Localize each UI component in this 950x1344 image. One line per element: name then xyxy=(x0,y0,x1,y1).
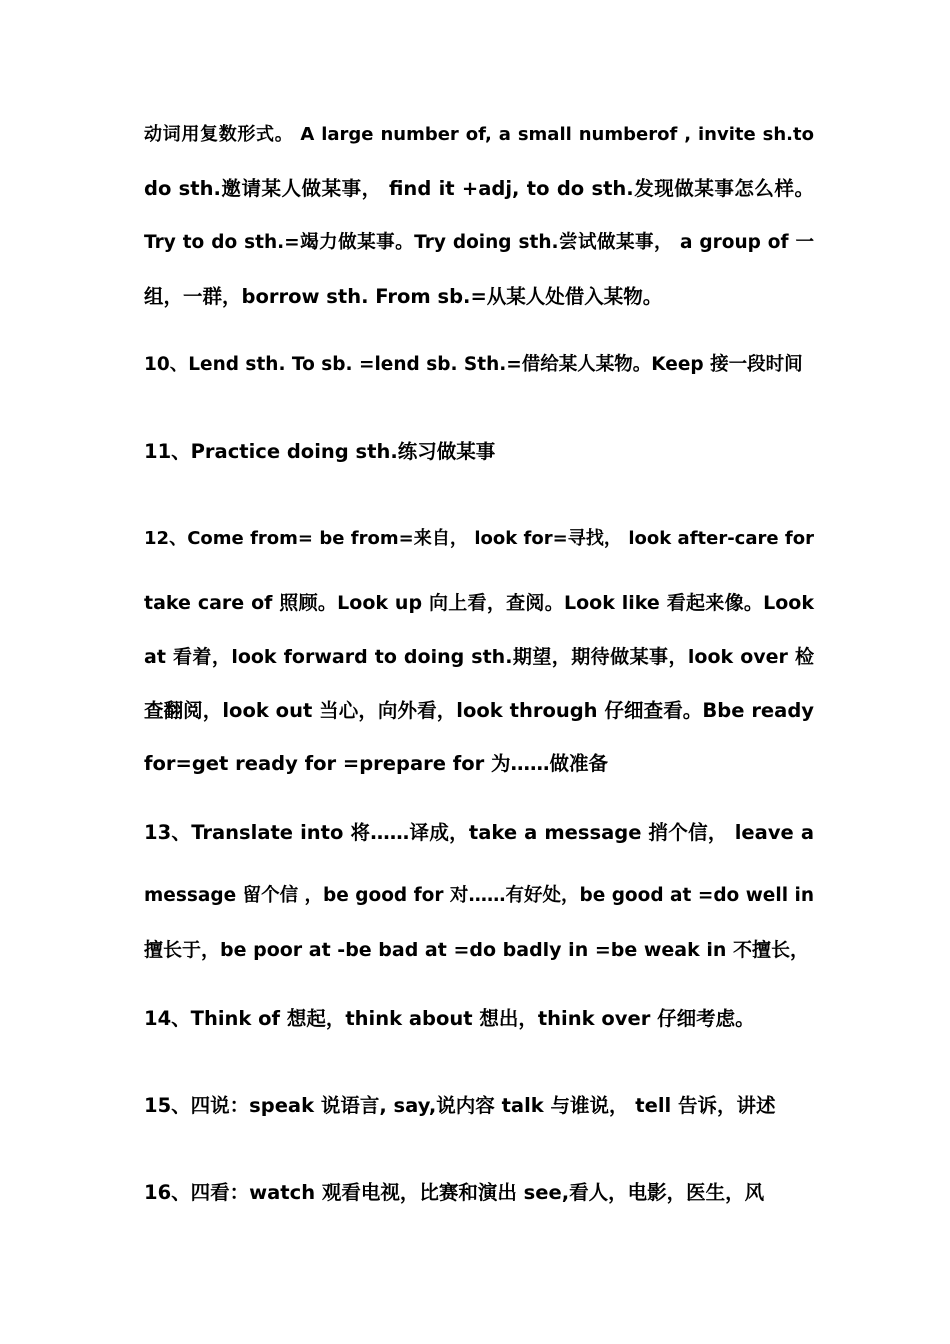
text-line: 14、Think of 想起，think about 想出，think over 仔细考虑。 xyxy=(144,1007,755,1030)
text-line: 16、四看：watch 观看电视，比赛和演出 see,看人，电影，医生，风 xyxy=(144,1181,765,1204)
text-line: 12、Come from= be from=来自， look for=寻找， look after-care for xyxy=(144,528,814,549)
text-line: do sth.邀请某人做某事， find it +adj, to do sth.发现做某事怎么样。 xyxy=(144,177,814,200)
text-line: 擅长于，be poor at -be bad at =do badly in =be weak in 不擅长， xyxy=(144,939,810,961)
text-line: 15、四说：speak 说语言, say,说内容 talk 与谁说， tell 告诉，讲述 xyxy=(144,1094,776,1117)
text-line: 13、Translate into 将……译成，take a message 捎个信， leave a xyxy=(144,821,814,844)
text-line: 组，一群，borrow sth. From sb.=从某人处借入某物。 xyxy=(144,285,663,308)
text-line: 10、Lend sth. To sb. =lend sb. Sth.=借给某人某物。Keep 接一段时间 xyxy=(144,354,803,375)
text-line: for=get ready for =prepare for 为……做准备 xyxy=(144,752,609,775)
text-line: message 留个信 ，be good for 对……有好处，be good at =do well in xyxy=(144,885,814,906)
text-line: 动词用复数形式。 A large number of, a small numberof , invite sh.to xyxy=(144,124,814,145)
text-line: 查翻阅，look out 当心，向外看，look through 仔细查看。Bbe ready xyxy=(144,699,814,722)
text-line: take care of 照顾。Look up 向上看，查阅。Look like 看起来像。Look xyxy=(144,592,814,614)
text-line: 11、Practice doing sth.练习做某事 xyxy=(144,440,496,463)
text-line: at 看着，look forward to doing sth.期望，期待做某事，look over 检 xyxy=(144,646,814,668)
text-line: Try to do sth.=竭力做某事。Try doing sth.尝试做某事， a group of 一 xyxy=(144,232,814,253)
